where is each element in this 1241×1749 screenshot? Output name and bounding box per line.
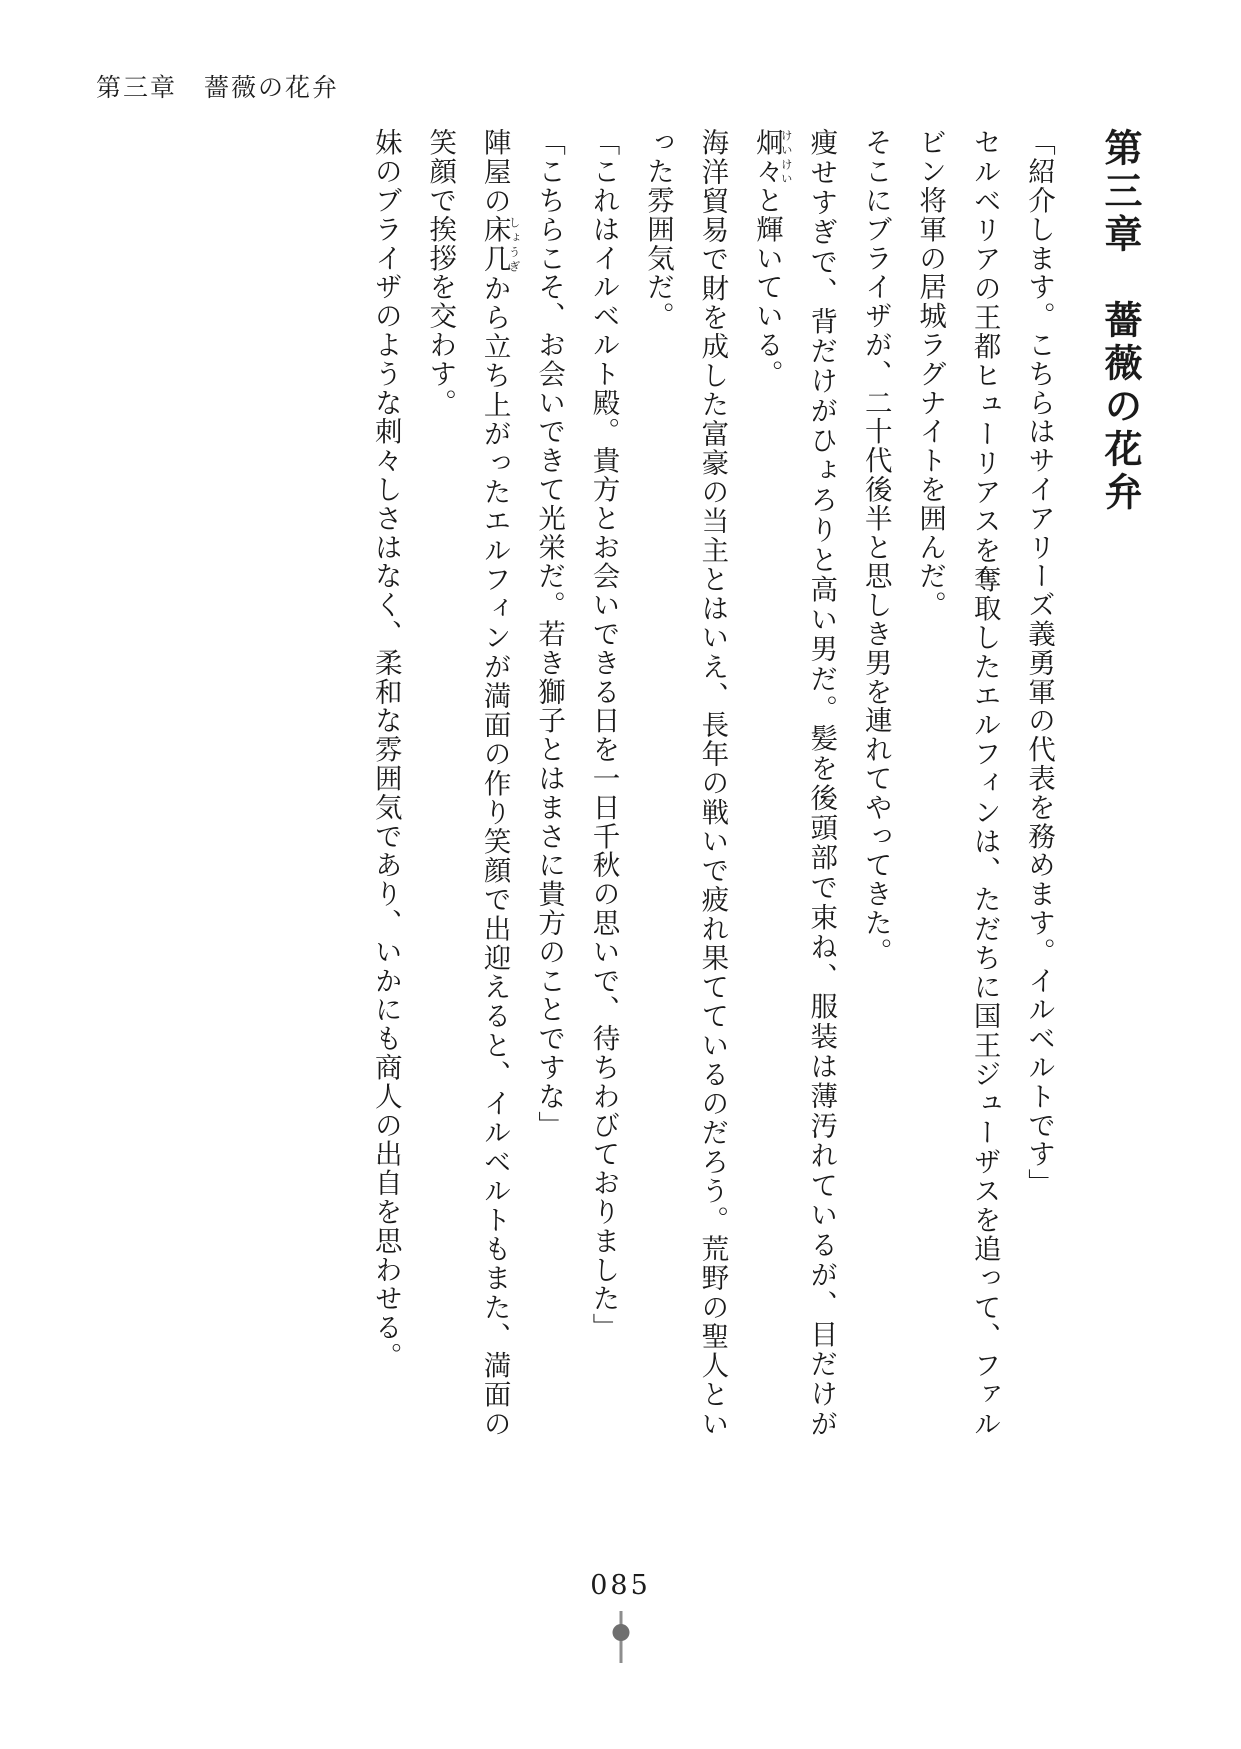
ruby-shougi: 床几しょうぎ — [478, 215, 522, 274]
running-head: 第三章 薔薇の花弁 — [96, 73, 340, 102]
paragraph-text-after: から立ち上がったエルフィンが満面の作り笑顔で出迎えると、イルベルトもまた、満面の笑顔で挨拶を交わす。 — [424, 128, 511, 1439]
paragraph-text-before: 痩せすぎで、背だけがひょろりと高い男だ。髪を後頭部で束ね、服装は薄汚れているが、目だけが — [805, 128, 838, 1438]
chapter-title: 第三章 薔薇の花弁 — [1098, 128, 1143, 515]
paragraph: そこにブライザが、二十代後半と思しき男を連れてやってきた。 — [859, 128, 892, 967]
page-number: 085 — [590, 1570, 651, 1601]
paragraph: セルベリアの王都ヒューリアスを奪取したエルフィンは、ただちに国王ジューザスを追って、ファルビン将軍の居城ラグナイトを囲んだ。 — [914, 128, 1001, 1438]
paragraph: 「こちらこそ、お会いできて光栄だ。若き獅子とはまさに貴方のことですな」 — [533, 128, 566, 1140]
folio-dot-icon — [612, 1624, 629, 1641]
page-body — [139, 128, 1149, 1438]
ruby-reading: けいけい — [779, 128, 794, 186]
paragraph: 「紹介します。こちらはサイアリーズ義勇軍の代表を務めます。イルベルトです」 — [1023, 128, 1055, 1198]
ruby-reading: しょうぎ — [507, 215, 522, 274]
paragraph-text-after: と輝いている。 — [750, 185, 783, 389]
paragraph-with-ruby — [739, 128, 848, 1438]
paragraph: 妹のブライザのような刺々しさはなく、柔和な雰囲気であり、いかにも商人の出自を思わせる。 — [369, 128, 402, 1371]
paragraph: 海洋貿易で財を成した富豪の当主とはいえ、長年の戦いで疲れ果てているのだろう。荒野の聖人といった雰囲気だ。 — [641, 128, 729, 1438]
ruby-keikei: 炯々けいけい — [750, 128, 794, 186]
paragraph: 「これはイルベルト殿。貴方とお会いできる日を一日千秋の思いで、待ちわびておりました」 — [587, 128, 620, 1342]
paragraph-text-before: 陣屋の — [478, 128, 511, 216]
paragraph-with-ruby — [413, 128, 522, 1438]
